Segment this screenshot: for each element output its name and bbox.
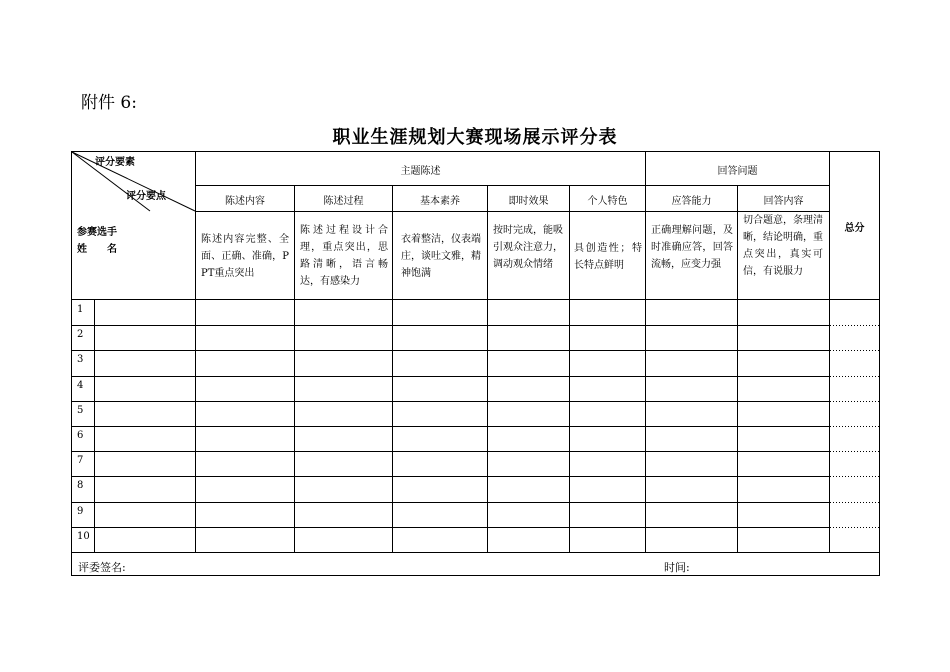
corner-point-label: 评分要点 <box>126 191 166 202</box>
row-number: 7 <box>77 455 84 467</box>
corner-name-label-2: 姓 名 <box>77 244 117 255</box>
time-label: 时间: <box>664 561 690 574</box>
criteria-header: 个人特色 <box>587 196 628 207</box>
row-number: 6 <box>77 430 84 441</box>
criteria-description: 衣着整洁，仪表端庄，谈吐文雅，精神饱满 <box>401 234 481 279</box>
criteria-description: 正确理解问题，及时准确应答，回答流畅，应变力强 <box>651 225 733 270</box>
row-number: 5 <box>77 404 84 416</box>
row-number: 8 <box>77 480 84 492</box>
page-title: 职业生涯规划大赛现场展示评分表 <box>332 127 618 148</box>
row-number: 3 <box>77 354 84 366</box>
criteria-header: 回答内容 <box>763 196 804 207</box>
row-number: 2 <box>77 329 84 341</box>
criteria-header: 应答能力 <box>671 196 712 207</box>
criteria-header: 陈述内容 <box>225 196 265 207</box>
criteria-description: 切合题意，条理清晰，结论明确，重点突出，真实可信，有说服力 <box>743 215 823 277</box>
row-number: 4 <box>77 379 84 391</box>
attachment-label: 附件 6: <box>81 93 137 113</box>
criteria-description: 按时完成，能吸引观众注意力，调动观众情绪 <box>493 225 563 270</box>
row-number: 9 <box>77 505 84 517</box>
criteria-header: 基本素养 <box>420 196 460 207</box>
criteria-description: 陈述内容完整、全面、正确、准确，PPT重点突出 <box>201 234 289 279</box>
criteria-header: 陈述过程 <box>323 196 364 207</box>
group-qa-header: 回答问题 <box>717 166 758 177</box>
row-number: 10 <box>77 530 90 542</box>
judge-signature-label: 评委签名: <box>78 561 126 574</box>
row-number: 1 <box>77 304 84 315</box>
total-header: 总分 <box>844 223 865 234</box>
corner-element-label: 评分要素 <box>95 157 135 168</box>
group-presentation-header: 主题陈述 <box>400 166 441 177</box>
corner-name-label-1: 参赛选手 <box>77 227 117 238</box>
criteria-header: 即时效果 <box>508 196 549 207</box>
criteria-description: 具创造性；特长特点鲜明 <box>574 243 642 271</box>
criteria-description: 陈述过程设计合理，重点突出，思路清晰，语言畅达，有感染力 <box>300 225 388 287</box>
